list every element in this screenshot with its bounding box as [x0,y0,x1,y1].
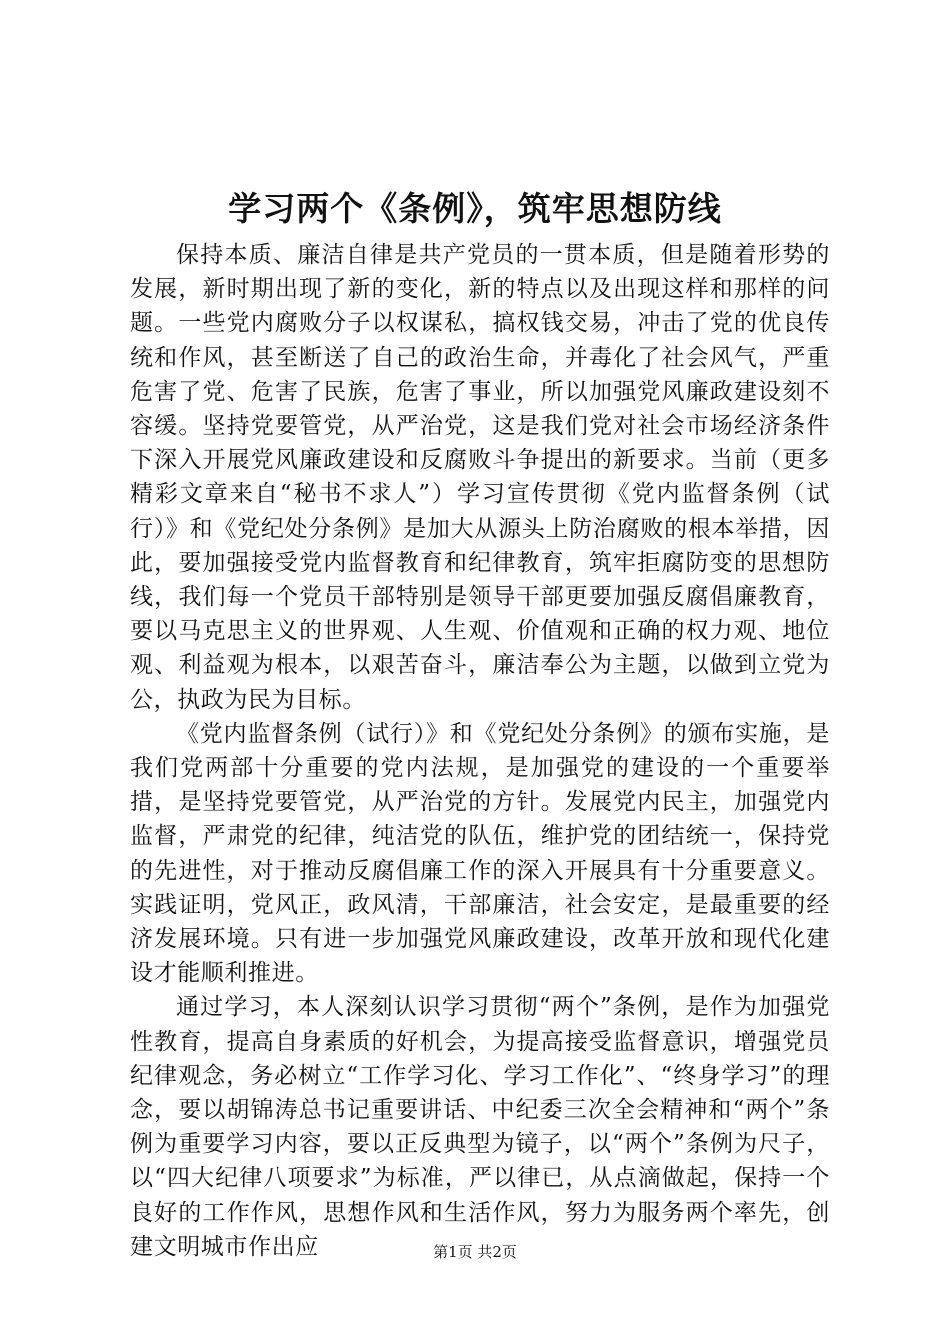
paragraph-1: 保持本质、廉洁自律是共产党员的一贯本质，但是随着形势的发展，新时期出现了新的变化，新的特点以及出现这样和那样的问题。一些党内腐败分子以权谋私，搞权钱交易，冲击了党的优良传统和作风，甚至断送了自己的政治生命，并毒化了社会风气，严重危害了党、危害了民族，危害了事业，所以加强党风廉政建设刻不容缓。坚持党要管党，从严治党，这是我们党对社会市场经济条件下深入开展党风廉政建设和反腐败斗争提出的新要求。当前（更多精彩文章来自“秘书不求人”）学习宣传贯彻《党内监督条例（试行）》和《党纪处分条例》是加大从源头上防治腐败的根本举措，因此，要加强接受党内监督教育和纪律教育，筑牢拒腐防变的思想防线，我们每一个党员干部特别是领导干部更要加强反腐倡廉教育，要以马克思主义的世界观、人生观、价值观和正确的权力观、地位观、利益观为根本，以艰苦奋斗，廉洁奉公为主题，以做到立党为公，执政为民为目标。 [130,242,830,713]
paragraph-3: 通过学习，本人深刻认识学习贯彻“两个”条例，是作为加强党性教育，提高自身素质的好机会，为提高接受监督意识，增强党员纪律观念，务必树立“工作学习化、学习工作化”、“终身学习”的理念，要以胡锦涛总书记重要讲话、中纪委三次全会精神和“两个”条例为重要学习内容，要以正反典型为镜子，以“两个”条例为尺子，以“四大纪律八项要求”为标准，严以律已，从点滴做起，保持一个良好的工作作风，思想作风和生活作风，努力为服务两个率先，创建文明城市作出应 [130,994,830,1260]
document-title: 学习两个《条例》，筑牢思想防线 [228,189,722,228]
document-body [130,238,830,1264]
page-number-footer: 第1页 共2页 [433,1243,517,1261]
paragraph-2: 《党内监督条例（试行）》和《党纪处分条例》的颁布实施，是我们党两部十分重要的党内法规，是加强党的建设的一个重要举措，是坚持党要管党，从严治党的方针。发展党内民主，加强党内监督，严肃党的纪律，纯洁党的队伍，维护党的团结统一，保持党的先进性，对于推动反腐倡廉工作的深入开展具有十分重要意义。实践证明，党风正，政风清，干部廉洁，社会安定，是最重要的经济发展环境。只有进一步加强党风廉政建设，改革开放和现代化建设才能顺利推进。 [130,720,830,987]
